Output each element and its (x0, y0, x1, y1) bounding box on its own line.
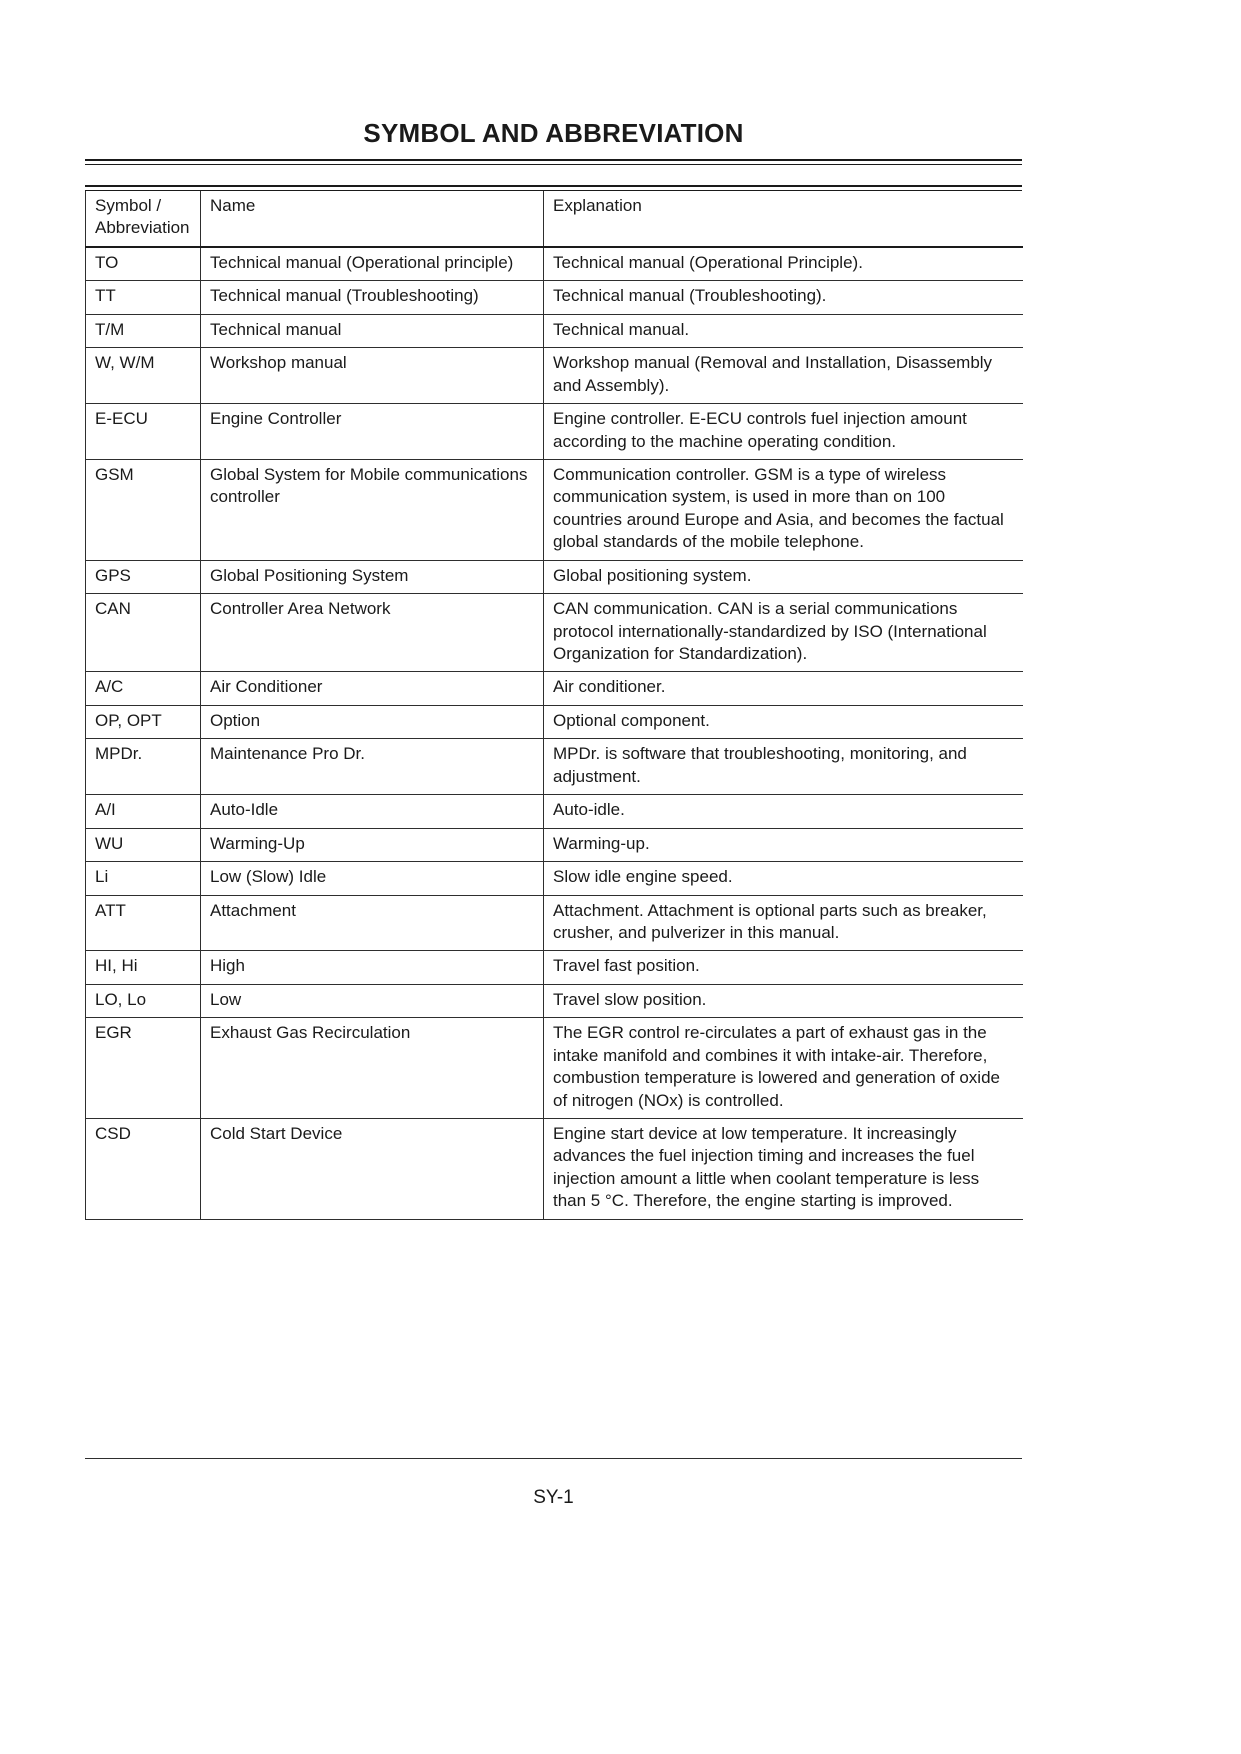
table-row (86, 594, 1023, 672)
symbol-cell: MPDr. (86, 739, 201, 795)
table-row (86, 828, 1023, 861)
table-row (86, 314, 1023, 347)
explanation-cell: Technical manual. (544, 314, 1023, 347)
table-row (86, 1018, 1023, 1119)
explanation-cell: Engine controller. E-ECU controls fuel injection amount according to the machine operating condition. (544, 404, 1023, 460)
explanation-cell: Engine start device at low temperature. It increasingly advances the fuel injection timing and increases the fuel injection amount a little when coolant temperature is less than 5 °C. Therefore, the engine starting is improved. (544, 1119, 1023, 1220)
symbol-cell: EGR (86, 1018, 201, 1119)
symbol-cell: CAN (86, 594, 201, 672)
header-symbol: Symbol / Abbreviation (86, 191, 201, 247)
name-cell: Option (201, 705, 544, 738)
symbol-cell: LO, Lo (86, 984, 201, 1017)
name-cell: Workshop manual (201, 348, 544, 404)
symbol-cell: E-ECU (86, 404, 201, 460)
explanation-cell: Attachment. Attachment is optional parts such as breaker, crusher, and pulverizer in this manual. (544, 895, 1023, 951)
table-row (86, 951, 1023, 984)
explanation-cell: Optional component. (544, 705, 1023, 738)
name-cell: Technical manual (Operational principle) (201, 247, 544, 281)
name-cell: Controller Area Network (201, 594, 544, 672)
explanation-cell: Travel slow position. (544, 984, 1023, 1017)
header-explanation: Explanation (544, 191, 1023, 247)
page-title: SYMBOL AND ABBREVIATION (363, 118, 744, 148)
explanation-cell: MPDr. is software that troubleshooting, monitoring, and adjustment. (544, 739, 1023, 795)
explanation-cell: Technical manual (Troubleshooting). (544, 281, 1023, 314)
name-cell: Attachment (201, 895, 544, 951)
table-row (86, 895, 1023, 951)
explanation-cell: CAN communication. CAN is a serial communications protocol internationally-standardized by ISO (International Organization for Standardization). (544, 594, 1023, 672)
explanation-cell: Air conditioner. (544, 672, 1023, 705)
explanation-cell: Warming-up. (544, 828, 1023, 861)
table-row (86, 247, 1023, 281)
table-row (86, 739, 1023, 795)
table-row (86, 459, 1023, 560)
symbol-cell: TT (86, 281, 201, 314)
name-cell: Engine Controller (201, 404, 544, 460)
explanation-cell: Auto-idle. (544, 795, 1023, 828)
symbol-cell: A/I (86, 795, 201, 828)
symbol-cell: T/M (86, 314, 201, 347)
table-row (86, 281, 1023, 314)
symbol-cell: GPS (86, 560, 201, 593)
symbol-cell: W, W/M (86, 348, 201, 404)
symbol-cell: CSD (86, 1119, 201, 1220)
name-cell: Air Conditioner (201, 672, 544, 705)
table-row (86, 705, 1023, 738)
page-content (85, 118, 1022, 1220)
symbol-abbreviation-table (85, 191, 1023, 1220)
symbol-cell: GSM (86, 459, 201, 560)
name-cell: Technical manual (Troubleshooting) (201, 281, 544, 314)
explanation-cell: Communication controller. GSM is a type of wireless communication system, is used in more than on 100 countries around Europe and Asia, and becomes the factual global standards of the mobile telephone. (544, 459, 1023, 560)
table-body (86, 247, 1023, 1219)
name-cell: Global System for Mobile communications controller (201, 459, 544, 560)
symbol-cell: ATT (86, 895, 201, 951)
header-row (86, 191, 1023, 247)
header-name: Name (201, 191, 544, 247)
explanation-cell: The EGR control re-circulates a part of exhaust gas in the intake manifold and combines it with intake-air. Therefore, combustion temperature is lowered and generation of oxide of nitrogen (NOx) is controlled. (544, 1018, 1023, 1119)
explanation-cell: Travel fast position. (544, 951, 1023, 984)
name-cell: Low (201, 984, 544, 1017)
name-cell: Exhaust Gas Recirculation (201, 1018, 544, 1119)
symbol-cell: A/C (86, 672, 201, 705)
table-row (86, 672, 1023, 705)
name-cell: Global Positioning System (201, 560, 544, 593)
name-cell: Maintenance Pro Dr. (201, 739, 544, 795)
name-cell: High (201, 951, 544, 984)
symbol-cell: WU (86, 828, 201, 861)
table-row (86, 404, 1023, 460)
symbol-cell: TO (86, 247, 201, 281)
explanation-cell: Slow idle engine speed. (544, 862, 1023, 895)
table-row (86, 984, 1023, 1017)
explanation-cell: Technical manual (Operational Principle). (544, 247, 1023, 281)
symbol-cell: Li (86, 862, 201, 895)
table-row (86, 560, 1023, 593)
page-footer (85, 1458, 1022, 1509)
table-row (86, 348, 1023, 404)
name-cell: Auto-Idle (201, 795, 544, 828)
symbol-cell: OP, OPT (86, 705, 201, 738)
name-cell: Cold Start Device (201, 1119, 544, 1220)
name-cell: Technical manual (201, 314, 544, 347)
table-row (86, 1119, 1023, 1220)
name-cell: Warming-Up (201, 828, 544, 861)
title-rule (85, 159, 1022, 165)
page-number: SY-1 (533, 1487, 574, 1508)
explanation-cell: Workshop manual (Removal and Installation, Disassembly and Assembly). (544, 348, 1023, 404)
table-row (86, 795, 1023, 828)
name-cell: Low (Slow) Idle (201, 862, 544, 895)
table-header (86, 191, 1023, 247)
table-row (86, 862, 1023, 895)
explanation-cell: Global positioning system. (544, 560, 1023, 593)
symbol-cell: HI, Hi (86, 951, 201, 984)
